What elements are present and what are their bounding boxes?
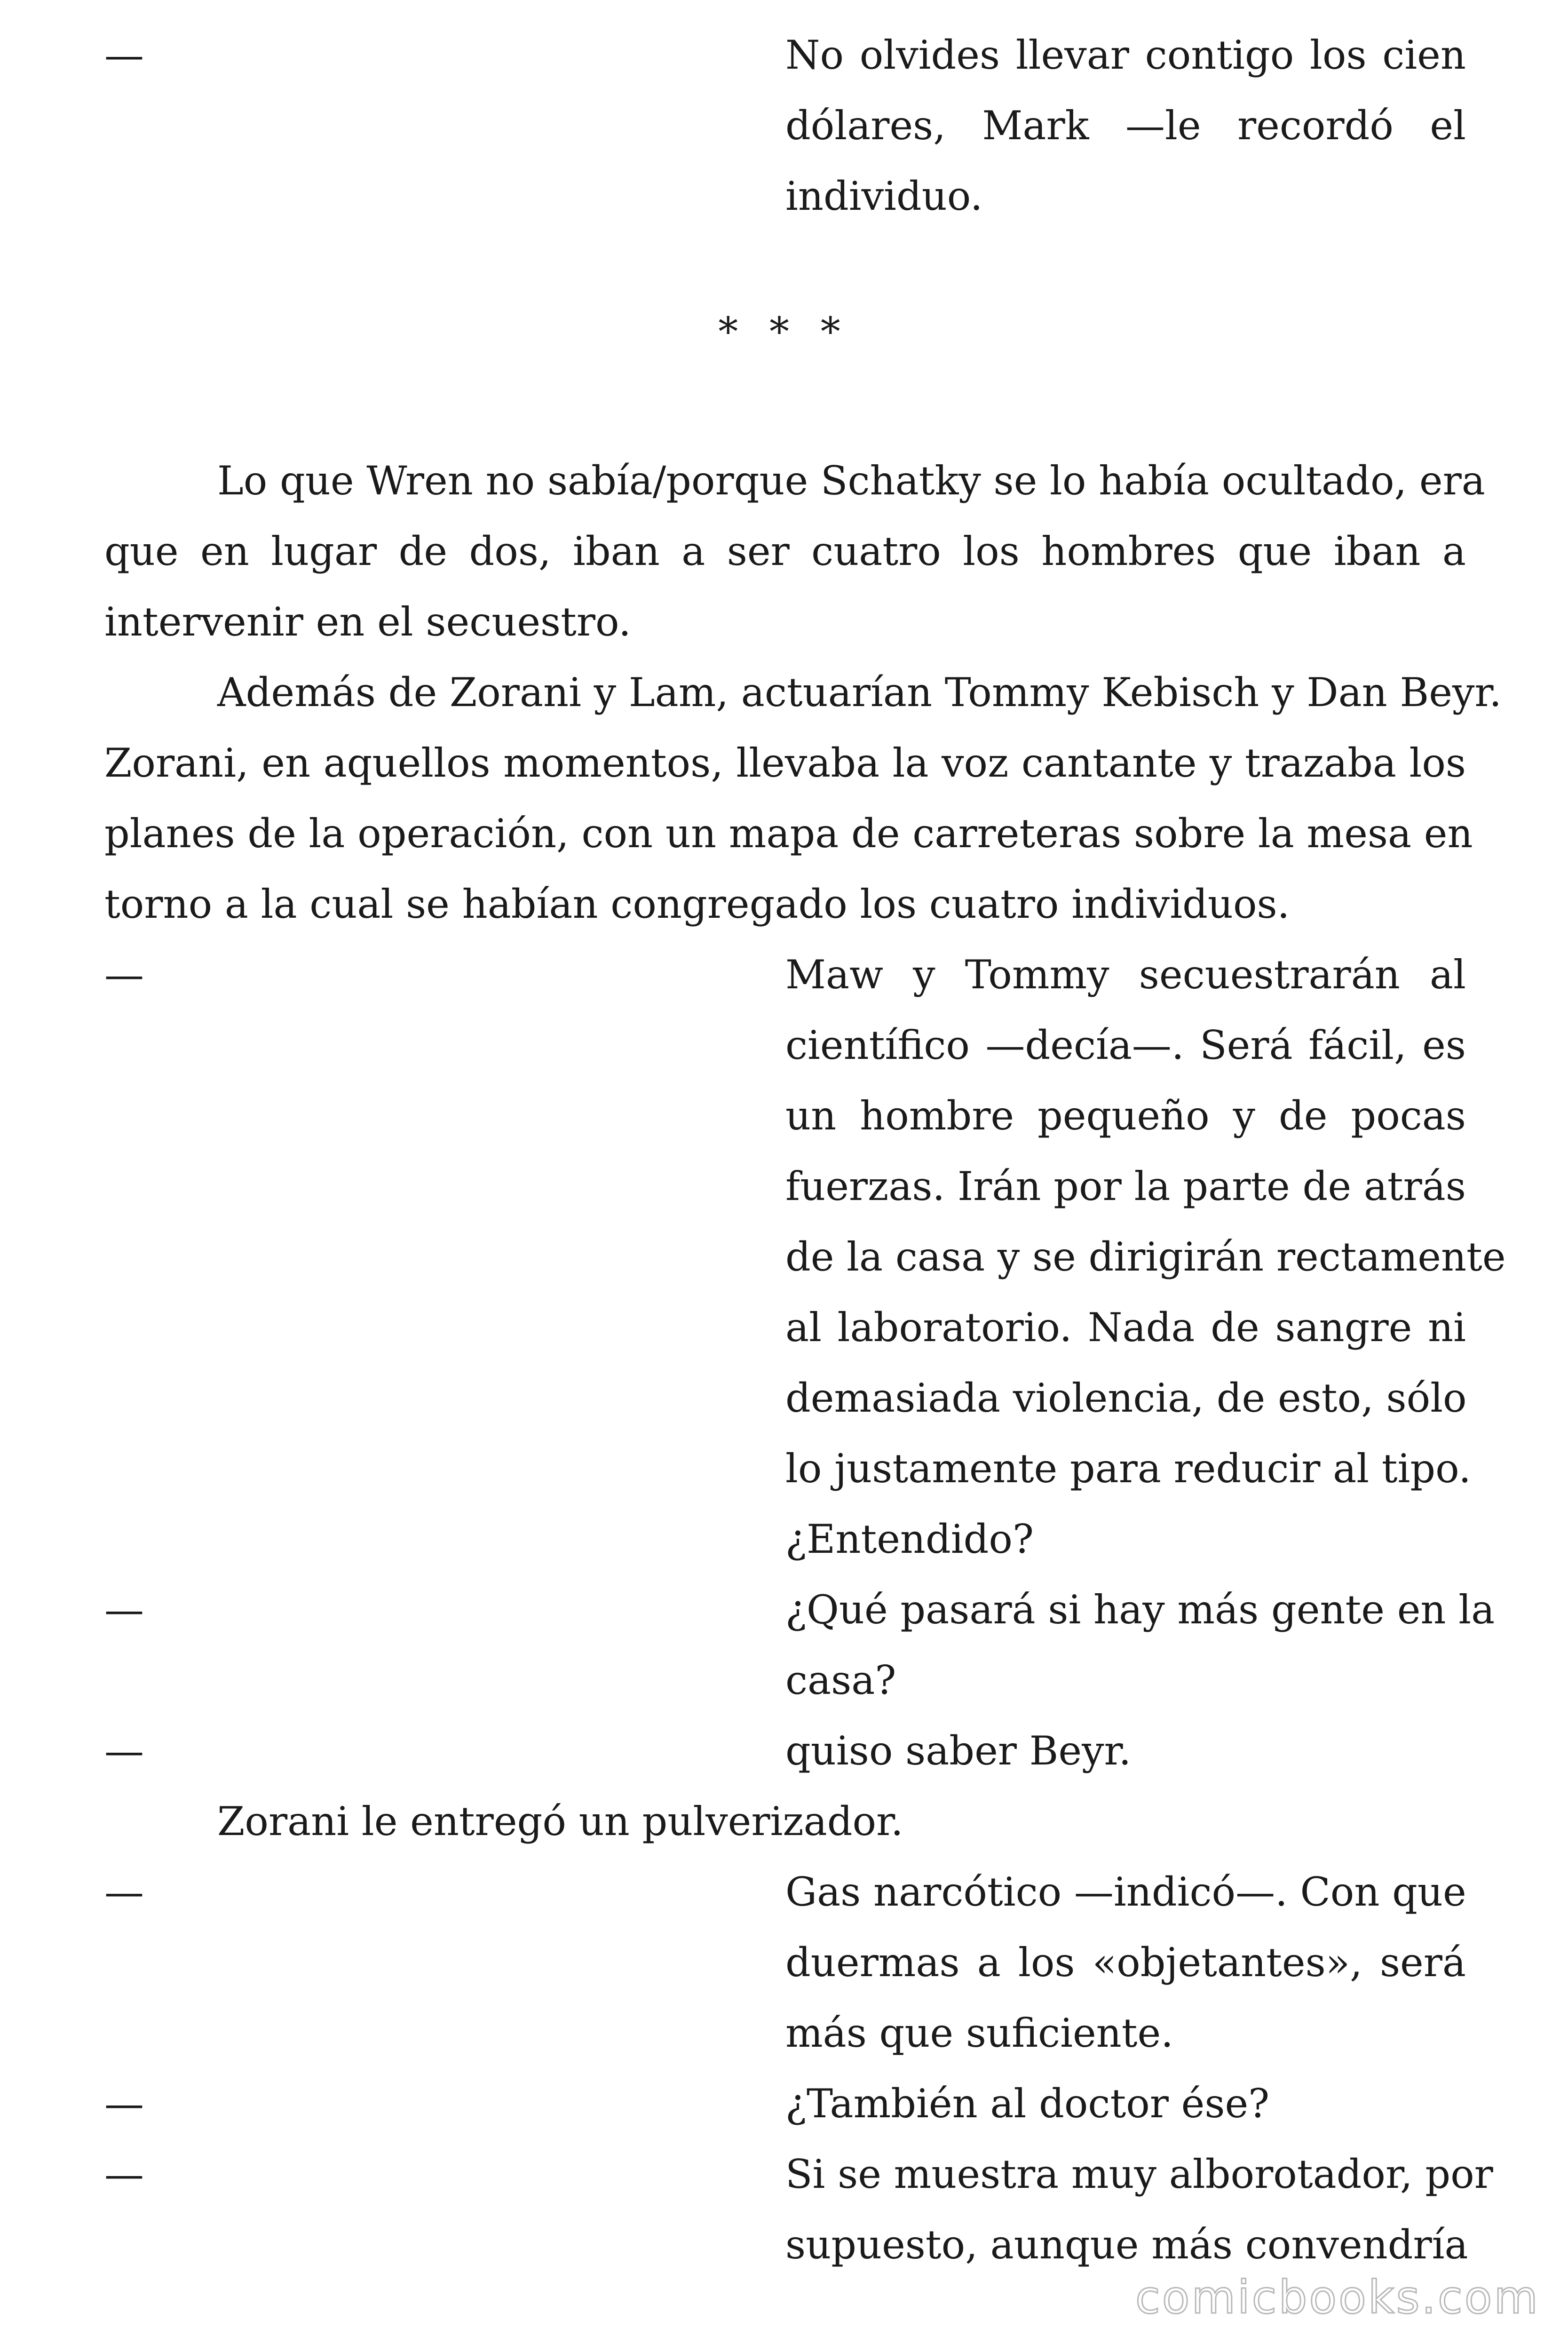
dialogue-dash: — (104, 32, 144, 78)
text-line (0, 939, 1568, 1010)
dialogue-text: demasiada violencia, de esto, sólo (785, 1375, 1467, 1421)
text-line (0, 1645, 1568, 1716)
text-line (0, 1081, 1568, 1151)
dialogue-text: de la casa y se dirigirán rectamente (785, 1234, 1506, 1280)
text-line (0, 161, 1568, 231)
text-line (0, 869, 1568, 939)
text-line (0, 1363, 1568, 1433)
text-line (0, 1786, 1568, 1857)
site-watermark: comicbooks.com (1135, 2271, 1540, 2324)
dialogue-text: al laboratorio. Nada de sangre ni (785, 1304, 1466, 1351)
paragraph-text: Zorani le entregó un pulverizador. (217, 1798, 903, 1844)
paragraph-text: Lo que Wren no sabía/porque Schatky se lo había ocultado, era (217, 458, 1485, 504)
text-line (0, 445, 1568, 516)
text-line (0, 1927, 1568, 1998)
text-line (0, 2209, 1568, 2280)
dialogue-text: más que suficiente. (785, 2010, 1173, 2056)
dialogue-text: fuerzas. Irán por la parte de atrás (785, 1163, 1466, 1209)
text-line (0, 1222, 1568, 1292)
dialogue-text: Gas narcótico —indicó—. Con que (785, 1869, 1466, 1915)
paragraph-text: torno a la cual se habían congregado los cuatro individuos. (104, 881, 1290, 927)
dialogue-text: Si se muestra muy alborotador, por (785, 2151, 1493, 2197)
dialogue-dash: — (104, 1728, 144, 1774)
dialogue-text: individuo. (785, 173, 983, 219)
dialogue-text: duermas a los «objetantes», será (785, 1939, 1466, 1986)
paragraph-text: Zorani, en aquellos momentos, llevaba la voz cantante y trazaba los (104, 740, 1466, 786)
dialogue-dash: — (104, 1869, 144, 1915)
dialogue-text: lo justamente para reducir al tipo. (785, 1446, 1471, 1492)
text-line (0, 728, 1568, 798)
dialogue-text: supuesto, aunque más convendría (785, 2222, 1468, 2268)
dialogue-text: dólares, Mark —le recordó el (785, 103, 1466, 149)
paragraph-text: que en lugar de dos, iban a ser cuatro los hombres que iban a (104, 528, 1466, 574)
dialogue-text: quiso saber Beyr. (785, 1728, 1132, 1774)
text-line (0, 1574, 1568, 1645)
text-line (0, 657, 1568, 728)
dialogue-dash: — (104, 1587, 144, 1633)
text-line (0, 587, 1568, 657)
text-line (0, 1716, 1568, 1786)
paragraph-text: planes de la operación, con un mapa de carreteras sobre la mesa en (104, 810, 1473, 857)
text-line (0, 516, 1568, 587)
text-line (0, 20, 1568, 90)
text-line (0, 798, 1568, 869)
dialogue-text: No olvides llevar contigo los cien (785, 32, 1466, 78)
text-line (0, 1010, 1568, 1081)
dialogue-text: científico —decía—. Será fácil, es (785, 1022, 1466, 1068)
dialogue-text: ¿Entendido? (785, 1516, 1034, 1562)
dialogue-dash: — (104, 952, 144, 998)
text-line (0, 2139, 1568, 2209)
paragraph-text: Además de Zorani y Lam, actuarían Tommy Kebisch y Dan Beyr. (217, 669, 1502, 715)
text-line (0, 1998, 1568, 2068)
dialogue-dash: — (104, 2081, 144, 2127)
text-line (0, 90, 1568, 161)
dialogue-text: ¿También al doctor ése? (785, 2081, 1270, 2127)
dialogue-dash: — (104, 2151, 144, 2197)
text-line (0, 1433, 1568, 1504)
scene-break (0, 296, 1568, 367)
dialogue-text: un hombre pequeño y de pocas (785, 1093, 1466, 1139)
dialogue-text: ¿Qué pasará si hay más gente en la (785, 1587, 1495, 1633)
scene-break-stars: * * * (718, 309, 850, 355)
text-line (0, 1292, 1568, 1363)
text-line (0, 2068, 1568, 2139)
text-line (0, 1504, 1568, 1574)
dialogue-text: casa? (785, 1657, 896, 1703)
text-line (0, 1857, 1568, 1927)
dialogue-text: Maw y Tommy secuestrarán al (785, 952, 1466, 998)
paragraph-text: intervenir en el secuestro. (104, 599, 631, 645)
text-line (0, 1151, 1568, 1222)
